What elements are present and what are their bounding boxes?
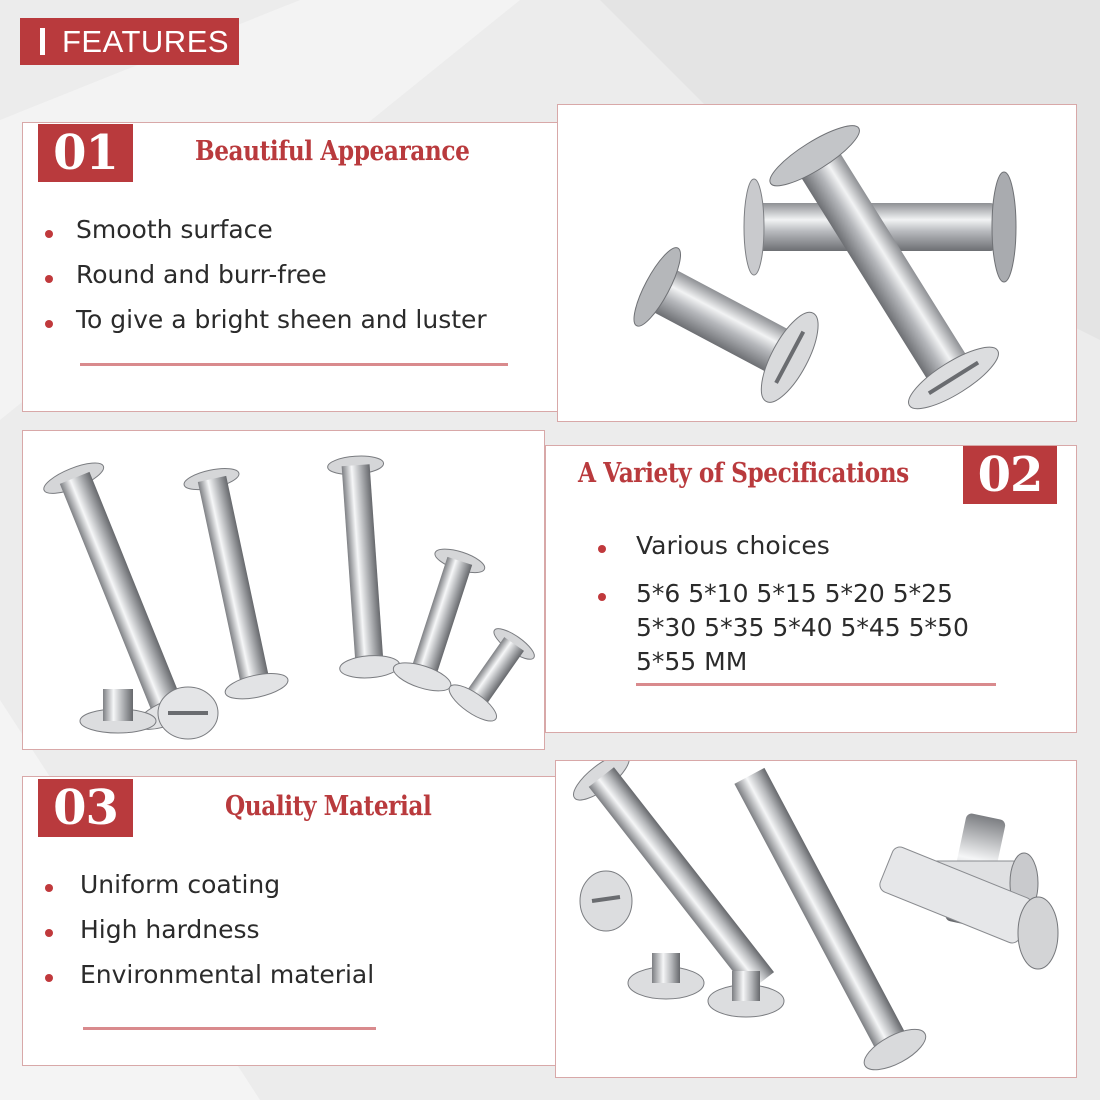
section-title-01: Beautiful Appearance <box>195 136 470 167</box>
list-item: Round and burr-free <box>45 260 487 305</box>
section-number-02: 02 <box>963 446 1057 504</box>
list-item: Smooth surface <box>45 215 487 260</box>
features-tag-label: FEATURES <box>62 23 230 59</box>
list-item: 5*55 MM <box>636 647 748 676</box>
bullet-dot <box>598 545 606 553</box>
feature-list-03 <box>45 870 374 1005</box>
bullet-dot <box>45 974 53 982</box>
section-title-02: A Variety of Specifications <box>578 458 909 489</box>
bullet-dot <box>45 320 53 328</box>
section-number-01: 01 <box>38 124 133 182</box>
list-item: To give a bright sheen and luster <box>45 305 487 350</box>
features-tag <box>20 18 239 65</box>
bullet-dot <box>45 230 53 238</box>
section-number-03: 03 <box>38 779 133 837</box>
feature-list-01 <box>45 215 487 350</box>
list-item: Uniform coating <box>45 870 374 915</box>
bullet-dot <box>45 275 53 283</box>
divider-rule-01 <box>80 363 508 366</box>
feature-list-02 <box>598 531 969 681</box>
bullet-dot <box>45 929 53 937</box>
screw-posts-photo-1 <box>557 104 1077 422</box>
list-item: Various choices <box>598 531 969 579</box>
list-item: 5*6 5*10 5*15 5*20 5*25 <box>598 579 969 613</box>
screw-posts-photo-3 <box>555 760 1077 1078</box>
bullet-dot <box>598 593 606 601</box>
bullet-dot <box>45 884 53 892</box>
section-title-03: Quality Material <box>225 791 432 822</box>
list-item: Environmental material <box>45 960 374 1005</box>
list-item: 5*30 5*35 5*40 5*45 5*50 <box>636 613 969 642</box>
tag-bar <box>40 28 45 55</box>
screw-posts-size-range-photo <box>22 430 545 750</box>
divider-rule-02 <box>636 683 996 686</box>
list-item: High hardness <box>45 915 374 960</box>
divider-rule-03 <box>83 1027 376 1030</box>
